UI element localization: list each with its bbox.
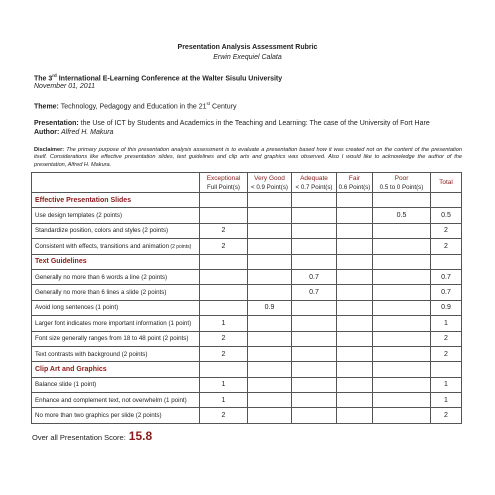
criterion-text: Enhance and complement text, not overwhelm (1 point) — [35, 396, 187, 404]
presentation-line — [34, 120, 464, 127]
empty-cell — [200, 254, 248, 269]
table-row — [32, 223, 462, 238]
column-header-label: Poor — [394, 174, 409, 182]
column-header-label: Fair — [348, 174, 361, 182]
column-header — [248, 173, 292, 193]
criterion-cell — [32, 223, 200, 238]
score-cell — [248, 393, 292, 408]
table-row — [32, 393, 462, 408]
score-cell — [373, 239, 431, 254]
empty-cell — [248, 362, 292, 377]
column-header — [373, 173, 431, 193]
empty-cell — [292, 362, 337, 377]
rubric-table — [31, 172, 462, 424]
theme-sup: st — [206, 101, 211, 106]
score-cell — [373, 316, 431, 331]
presentation-author-label: Author: — [34, 129, 60, 136]
score-cell — [248, 346, 292, 361]
score-cell: 2 — [200, 239, 248, 254]
total-cell: 0.5 — [431, 208, 462, 223]
theme-label: Theme: — [34, 103, 59, 111]
criterion-text: Generally no more than 6 words a line (2 points) — [35, 273, 168, 281]
total-cell: 1 — [431, 316, 462, 331]
criterion-cell — [32, 300, 200, 315]
table-row — [32, 331, 462, 346]
column-header-label: Total — [439, 179, 453, 186]
score-cell — [337, 377, 373, 392]
score-cell — [248, 208, 292, 223]
empty-cell — [373, 193, 431, 208]
empty-cell — [292, 254, 337, 269]
empty-cell — [248, 254, 292, 269]
score-cell: 0.7 — [292, 269, 337, 284]
criterion-cell — [32, 239, 200, 254]
criterion-text: Use design templates (2 points) — [35, 212, 123, 220]
total-cell: 2 — [431, 331, 462, 346]
column-header — [431, 173, 462, 193]
table-row — [32, 269, 462, 284]
score-cell — [337, 208, 373, 223]
column-header — [337, 173, 373, 193]
criterion-text: Balance slide (1 point) — [35, 381, 97, 389]
total-cell: 0.9 — [431, 300, 462, 315]
score-cell — [373, 408, 431, 423]
criterion-text: Avoid long sentences (1 point) — [35, 304, 119, 312]
empty-cell — [200, 193, 248, 208]
column-header-label: Very Good — [254, 174, 285, 182]
score-cell: 1 — [200, 316, 248, 331]
table-row — [32, 208, 462, 223]
table-row — [32, 300, 462, 315]
column-header-label: Exceptional — [206, 174, 241, 182]
empty-cell — [431, 362, 462, 377]
score-cell — [292, 316, 337, 331]
criterion-cell — [32, 408, 200, 423]
total-cell: 0.7 — [431, 285, 462, 300]
presentation-author: Alfred H. Makura — [59, 129, 114, 136]
theme-line — [34, 101, 237, 110]
criterion-cell — [32, 331, 200, 346]
criterion-text: Consistent with effects, transitions and animation — [35, 242, 170, 250]
column-header-sub: < 0.7 Point(s) — [295, 183, 333, 191]
total-cell: 1 — [431, 393, 462, 408]
total-cell: 2 — [431, 239, 462, 254]
column-header — [292, 173, 337, 193]
total-cell: 2 — [431, 346, 462, 361]
table-row — [32, 408, 462, 423]
empty-cell — [373, 362, 431, 377]
score-cell — [292, 300, 337, 315]
total-cell: 2 — [431, 223, 462, 238]
section-title: Clip Art and Graphics — [32, 362, 200, 377]
overall-score — [32, 429, 152, 443]
section-row — [32, 254, 462, 269]
score-cell — [248, 316, 292, 331]
score-cell — [292, 223, 337, 238]
overall-score-label: Over all Presentation Score: — [32, 433, 126, 442]
theme-text: Technology, Pedagogy and Education in the 21 — [58, 103, 207, 111]
score-cell: 0.7 — [292, 285, 337, 300]
header-row — [32, 173, 462, 193]
score-cell — [292, 393, 337, 408]
score-cell — [292, 239, 337, 254]
presentation-label: Presentation: — [34, 120, 79, 127]
empty-cell — [200, 362, 248, 377]
criterion-cell — [32, 285, 200, 300]
score-cell — [373, 285, 431, 300]
column-header-label: Adequate — [300, 174, 328, 182]
score-cell — [200, 269, 248, 284]
column-header-sub: 0.5 to 0 Point(s) — [379, 183, 424, 191]
header-criteria-cell — [32, 173, 200, 193]
score-cell — [373, 331, 431, 346]
criterion-text: Standardize position, colors and styles (2 points) — [35, 227, 169, 235]
score-cell: 0.5 — [373, 208, 431, 223]
score-cell — [200, 300, 248, 315]
conference-line — [34, 73, 282, 82]
table-row — [32, 346, 462, 361]
criterion-text: Text contrasts with background (2 points) — [35, 350, 148, 358]
empty-cell — [373, 254, 431, 269]
score-cell — [337, 316, 373, 331]
score-cell — [248, 223, 292, 238]
criterion-text: Larger font indicates more important information (1 point) — [35, 319, 192, 327]
empty-cell — [337, 362, 373, 377]
score-cell: 1 — [200, 377, 248, 392]
criterion-text: Font size generally ranges from 18 to 48 point (2 points) — [35, 335, 189, 343]
score-cell: 0.9 — [248, 300, 292, 315]
score-cell — [200, 285, 248, 300]
section-title: Text Guidelines — [32, 254, 200, 269]
disclaimer — [34, 147, 462, 169]
criterion-cell — [32, 269, 200, 284]
score-cell — [337, 393, 373, 408]
total-cell: 1 — [431, 377, 462, 392]
score-cell — [337, 300, 373, 315]
score-cell: 2 — [200, 223, 248, 238]
presentation-author-line — [34, 129, 113, 136]
score-cell — [292, 346, 337, 361]
conference-ordinal: rd — [52, 73, 57, 78]
conference-date: November 01, 2011 — [34, 83, 95, 90]
criterion-text: No more than two graphics per slide (2 points) — [35, 412, 162, 420]
score-cell — [337, 223, 373, 238]
document-title: Presentation Analysis Assessment Rubric — [177, 44, 318, 51]
conference-prefix: The 3 — [34, 75, 53, 83]
score-cell — [373, 223, 431, 238]
score-cell — [337, 408, 373, 423]
column-header — [200, 173, 248, 193]
empty-cell — [292, 193, 337, 208]
section-row — [32, 193, 462, 208]
conference-name: International E-Learning Conference at the Walter Sisulu University — [56, 75, 283, 83]
criterion-cell — [32, 316, 200, 331]
document-author: Erwin Exequiel Calata — [213, 54, 282, 61]
score-cell — [292, 331, 337, 346]
empty-cell — [431, 193, 462, 208]
score-cell — [373, 377, 431, 392]
score-cell — [292, 208, 337, 223]
score-cell — [337, 269, 373, 284]
score-cell — [248, 239, 292, 254]
score-cell — [337, 346, 373, 361]
table-row — [32, 239, 462, 254]
score-cell — [373, 269, 431, 284]
score-cell — [337, 239, 373, 254]
empty-cell — [248, 193, 292, 208]
criterion-cell — [32, 208, 200, 223]
score-cell: 1 — [200, 393, 248, 408]
presentation-title: the Use of ICT by Students and Academics in the Teaching and Learning: The case of the University of Fort Hare — [78, 120, 430, 127]
score-cell — [248, 377, 292, 392]
table-row — [32, 377, 462, 392]
score-cell: 2 — [200, 331, 248, 346]
score-cell: 2 — [200, 346, 248, 361]
empty-cell — [337, 193, 373, 208]
score-cell — [200, 208, 248, 223]
criterion-cell — [32, 377, 200, 392]
column-header-sub: < 0.9 Point(s) — [251, 183, 288, 191]
score-cell — [248, 285, 292, 300]
table-row — [32, 316, 462, 331]
score-cell — [292, 377, 337, 392]
score-cell — [373, 393, 431, 408]
section-title: Effective Presentation Slides — [32, 193, 200, 208]
theme-tail: Century — [210, 103, 237, 111]
criterion-cell — [32, 393, 200, 408]
score-cell: 2 — [200, 408, 248, 423]
table-row — [32, 285, 462, 300]
total-cell: 0.7 — [431, 269, 462, 284]
section-row — [32, 362, 462, 377]
score-cell — [248, 408, 292, 423]
disclaimer-text: The primary purpose of this presentation analysis assessment is to evaluate a presentation based how it was created not on the content of the presentation itself. Considerations like effective presentation slides, text guidelines and clip arts and graphics was observed. Also I would like to acknowledge the author of the presentation, Alfred H. Makura. — [34, 147, 462, 168]
criterion-text: Generally no more than 6 lines a slide (2 points) — [35, 289, 167, 297]
column-header-sub: 0.6 Point(s) — [338, 183, 371, 191]
total-cell: 2 — [431, 408, 462, 423]
overall-score-value: 15.8 — [128, 429, 153, 443]
criterion-points-note: (2 points) — [169, 243, 192, 250]
score-cell — [337, 285, 373, 300]
column-header-sub: Full Point(s) — [206, 183, 240, 191]
score-cell — [373, 300, 431, 315]
score-cell — [292, 408, 337, 423]
disclaimer-label: Disclaimer: — [34, 147, 65, 153]
score-cell — [373, 346, 431, 361]
score-cell — [248, 269, 292, 284]
empty-cell — [337, 254, 373, 269]
score-cell — [248, 331, 292, 346]
score-cell — [337, 331, 373, 346]
criterion-cell — [32, 346, 200, 361]
empty-cell — [431, 254, 462, 269]
